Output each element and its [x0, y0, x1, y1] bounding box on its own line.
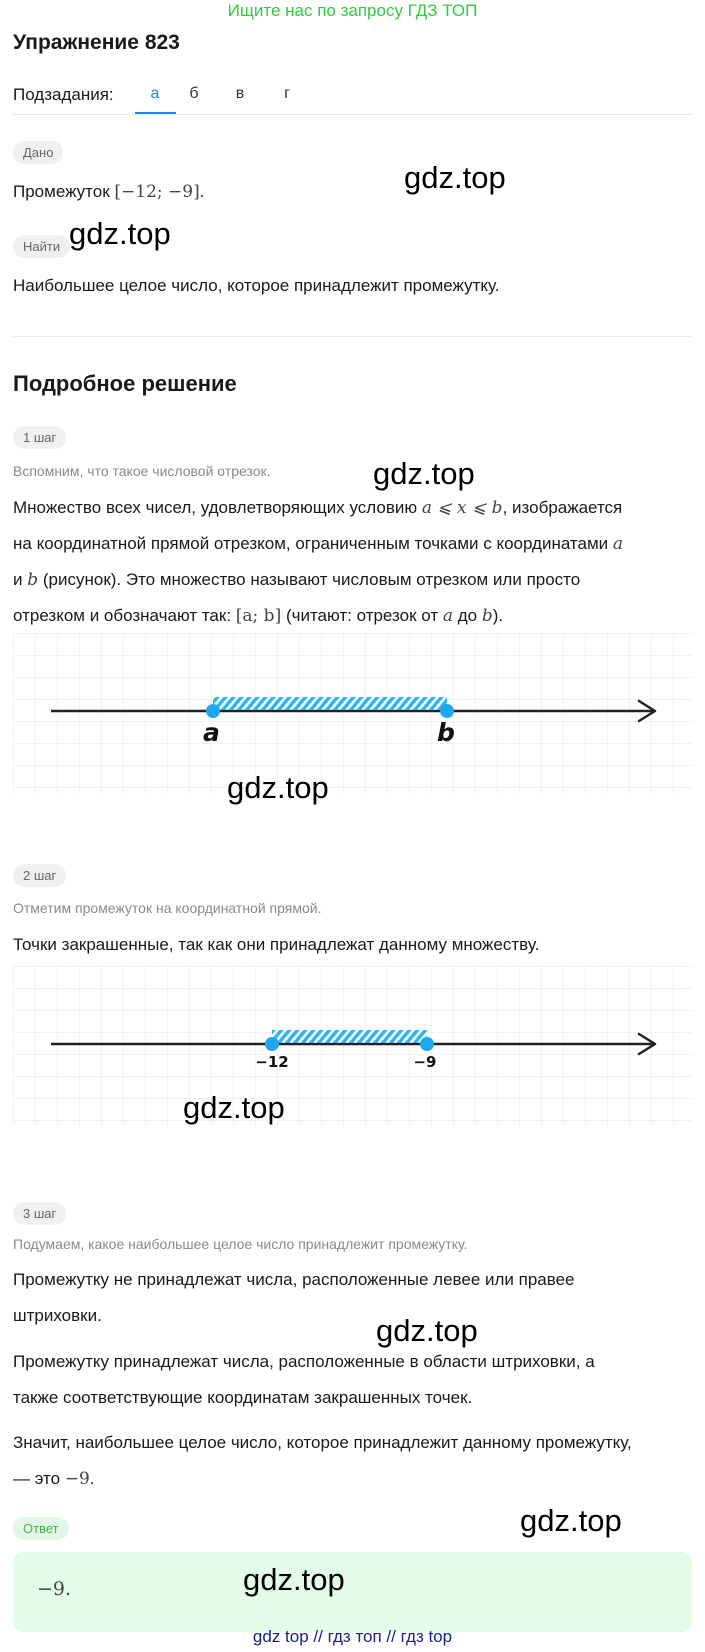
number-line-figure-1 — [13, 633, 692, 793]
step1-line4-math3: b — [481, 606, 493, 626]
label-b: b — [437, 718, 455, 747]
point-b — [440, 704, 454, 718]
watermark: gdz.top — [227, 770, 329, 805]
step1-line2-math: a — [612, 534, 624, 554]
step1-line4-math: [a; b] — [235, 606, 282, 626]
find-text: Наибольшее целое число, которое принадлежит промежутку. — [13, 276, 500, 295]
step1-line1-math: a ⩽ x ⩽ b — [421, 498, 503, 518]
step1-line4-text: отрезком и обозначают так: — [13, 606, 232, 625]
tab-g[interactable]: г — [284, 85, 290, 102]
given-suffix: . — [199, 182, 205, 201]
tabs-divider — [13, 114, 692, 115]
watermark: gdz.top — [373, 456, 475, 491]
watermark: gdz.top — [183, 1090, 285, 1125]
grid-background — [13, 966, 692, 1126]
step1-hint: Вспомним, что такое числовой отрезок. — [13, 463, 271, 479]
step1-line1-text: Множество всех чисел, удовлетворяющих условию — [13, 498, 418, 517]
section-divider — [13, 336, 692, 337]
step1-line3 — [13, 562, 580, 598]
watermark: gdz.top — [376, 1313, 478, 1348]
hatched-segment — [272, 1030, 427, 1043]
label-a: a — [203, 718, 220, 747]
watermark: gdz.top — [404, 160, 506, 195]
answer-value: −9. — [37, 1578, 72, 1600]
point-minus-9 — [420, 1037, 434, 1051]
given-badge: Дано — [13, 141, 63, 164]
step3-p2-line1: Промежутку принадлежат числа, расположенные в области штриховки, а — [13, 1352, 595, 1371]
watermark: gdz.top — [69, 216, 171, 251]
number-line-figure-2 — [13, 966, 692, 1126]
given-interval: [−12; −9] — [114, 182, 200, 202]
solution-title: Подробное решение — [13, 371, 237, 396]
label-minus-9: −9 — [413, 1053, 437, 1071]
step1-line3-start: и — [13, 570, 23, 589]
search-banner[interactable]: Ищите нас по запросу ГДЗ ТОП — [227, 1, 478, 20]
step2-hint: Отметим промежуток на координатной прямой. — [13, 900, 322, 916]
step1-line2-text: на координатной прямой отрезком, ограниченным точками с координатами — [13, 534, 609, 553]
given-text — [13, 174, 204, 210]
step1-line1 — [13, 490, 622, 526]
grid-background — [13, 633, 692, 793]
tab-a[interactable]: а — [150, 85, 160, 102]
step1-line4-math2: a — [442, 606, 453, 626]
step1-line3-math: b — [27, 570, 39, 590]
step3-badge: 3 шаг — [13, 1202, 66, 1225]
step3-p3-end: . — [89, 1469, 95, 1488]
step1-line3-text: (рисунок). Это множество называют числовым отрезком или просто — [42, 570, 581, 589]
step1-line2 — [13, 526, 623, 562]
step1-line4-text3: до — [457, 606, 478, 625]
step1-line1-end: , изображается — [502, 498, 623, 517]
step1-badge: 1 шаг — [13, 426, 66, 449]
step3-p1-line2: штриховки. — [13, 1306, 102, 1325]
page-title: Упражнение 823 — [13, 31, 180, 54]
watermark: gdz.top — [520, 1503, 622, 1538]
given-prefix: Промежуток — [13, 182, 110, 201]
tab-v[interactable]: в — [235, 85, 245, 102]
step3-p3-line2 — [13, 1461, 95, 1497]
label-minus-12: −12 — [255, 1053, 289, 1071]
hatched-segment — [213, 697, 447, 710]
find-badge: Найти — [13, 235, 70, 258]
step3-p3-text: — это — [13, 1469, 61, 1488]
answer-box — [13, 1552, 692, 1632]
tab-b[interactable]: б — [189, 85, 199, 102]
answer-badge: Ответ — [13, 1517, 69, 1540]
step3-p1-line1: Промежутку не принадлежат числа, расположенные левее или правее — [13, 1270, 575, 1289]
subtasks-label: Подзадания: — [13, 85, 114, 104]
point-minus-12 — [265, 1037, 279, 1051]
step1-line4 — [13, 598, 503, 634]
watermark: gdz.top — [243, 1562, 345, 1597]
step3-p3-math: −9 — [64, 1469, 90, 1489]
step2-text: Точки закрашенные, так как они принадлежат данному множеству. — [13, 935, 540, 954]
step3-p2-line2: также соответствующие координатам закрашенных точек. — [13, 1388, 473, 1407]
step3-p3-line1: Значит, наибольшее целое число, которое принадлежит данному промежутку, — [13, 1433, 632, 1452]
step1-line4-end: ). — [492, 606, 504, 625]
step3-hint: Подумаем, какое наибольшее целое число принадлежит промежутку. — [13, 1236, 468, 1252]
step2-badge: 2 шаг — [13, 864, 66, 887]
point-a — [206, 704, 220, 718]
step1-line4-text2: (читают: отрезок от — [285, 606, 439, 625]
footer-links[interactable]: gdz top // гдз топ // гдз top — [252, 1627, 453, 1646]
